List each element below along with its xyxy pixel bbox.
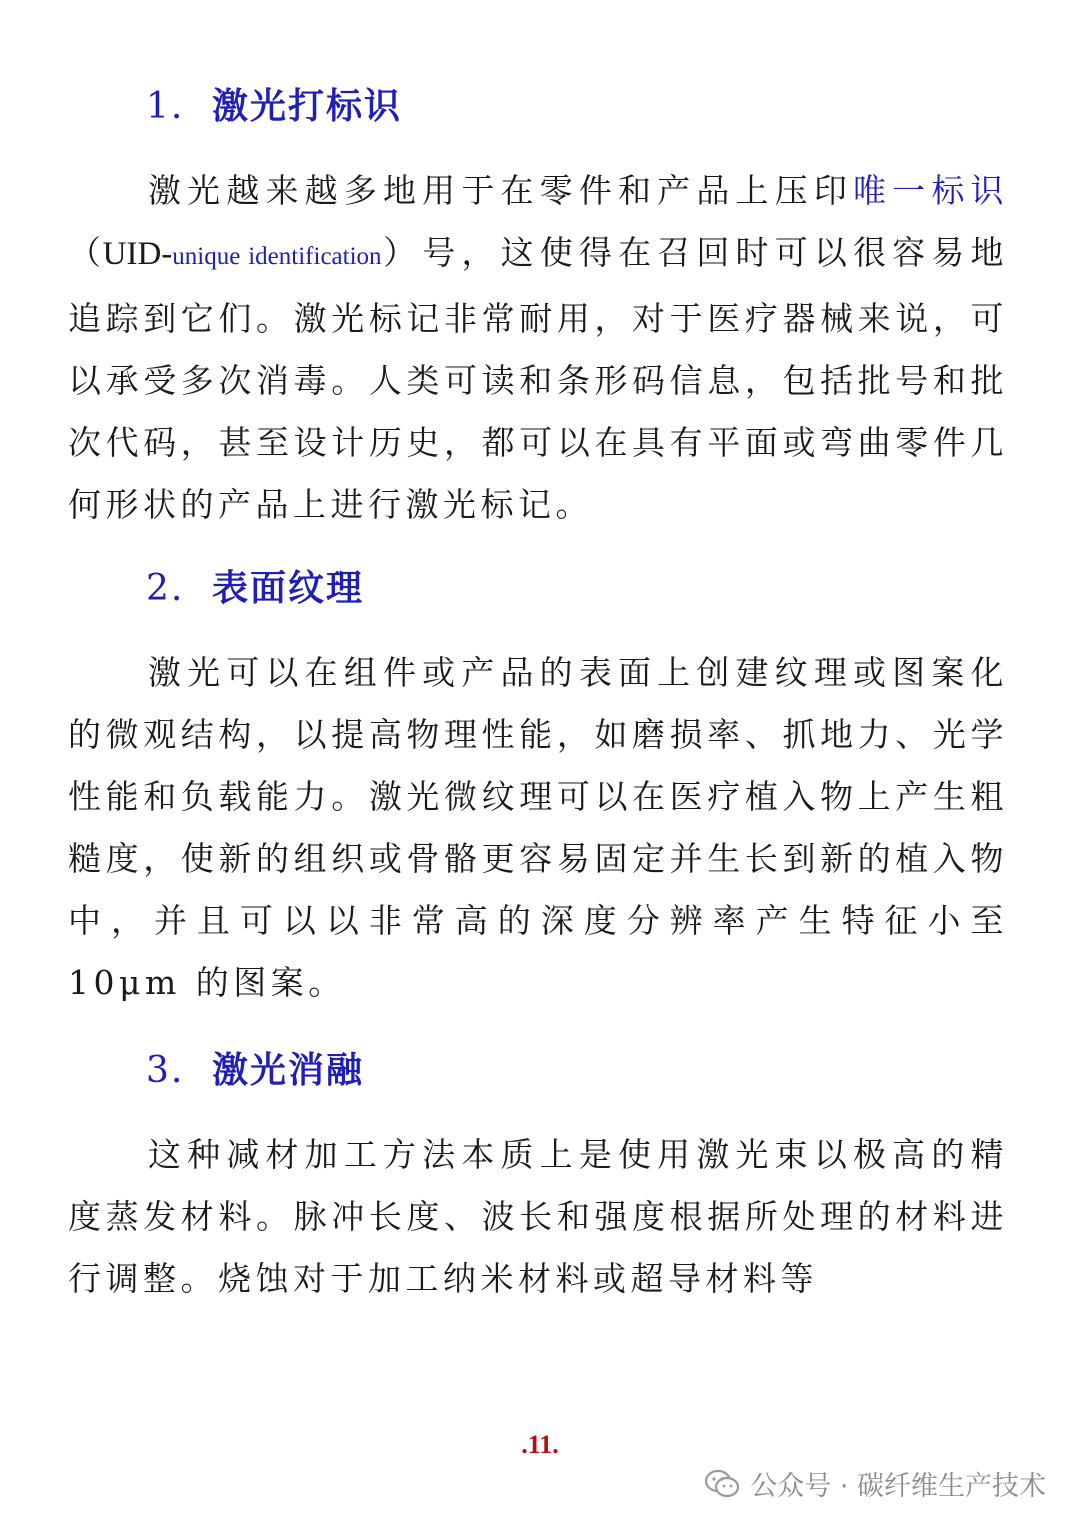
section-heading-3 — [146, 1042, 364, 1093]
section-number: 2. — [146, 568, 185, 609]
section-number: 1. — [146, 86, 185, 127]
section-title: 激光打标识 — [212, 85, 403, 127]
paragraph-text: ）号，这使得在召回时可以很容易地追踪到它们。激光标记非常耐用，对于医疗器械来说，可以承受多次消毒。人类可读和条形码信息，包括批号和批次代码，甚至设计历史，都可以在具有平面或弯曲零件几何形状的产品上进行激光标记。 — [68, 233, 1008, 524]
paren-open: （UID- — [68, 236, 173, 272]
section-number: 3. — [146, 1050, 185, 1091]
paragraph-text: 激光越来越多地用于在零件和产品上压印 — [148, 171, 853, 210]
watermark-text: 公众号 · 碳纤维生产技术 — [750, 1471, 1046, 1502]
section-title: 表面纹理 — [212, 567, 365, 609]
section-paragraph-3: 这种减材加工方法本质上是使用激光束以极高的精度蒸发材料。脉冲长度、波长和强度根据所处理的材料进行调整。烧蚀对于加工纳米材料或超导材料等 — [68, 1135, 1008, 1298]
section-heading-2 — [146, 560, 364, 611]
section-paragraph-2: 激光可以在组件或产品的表面上创建纹理或图案化的微观结构，以提高物理性能，如磨损率、抓地力、光学性能和负载能力。激光微纹理可以在医疗植入物上产生粗糙度，使新的组织或骨骼更容易固定并生长到新的植入物中，并且可以以非常高的深度分辨率产生特征小至 10μm 的图案。 — [68, 653, 1008, 1002]
highlighted-term: 唯一标识 — [853, 171, 1009, 210]
section-paragraph-1 — [68, 160, 1008, 536]
page-number: .11. — [521, 1430, 559, 1459]
english-term: unique identification — [172, 243, 382, 270]
section-heading-1 — [146, 78, 402, 129]
wechat-icon — [704, 1468, 740, 1500]
section-title: 激光消融 — [212, 1049, 365, 1091]
watermark — [704, 1464, 1046, 1503]
